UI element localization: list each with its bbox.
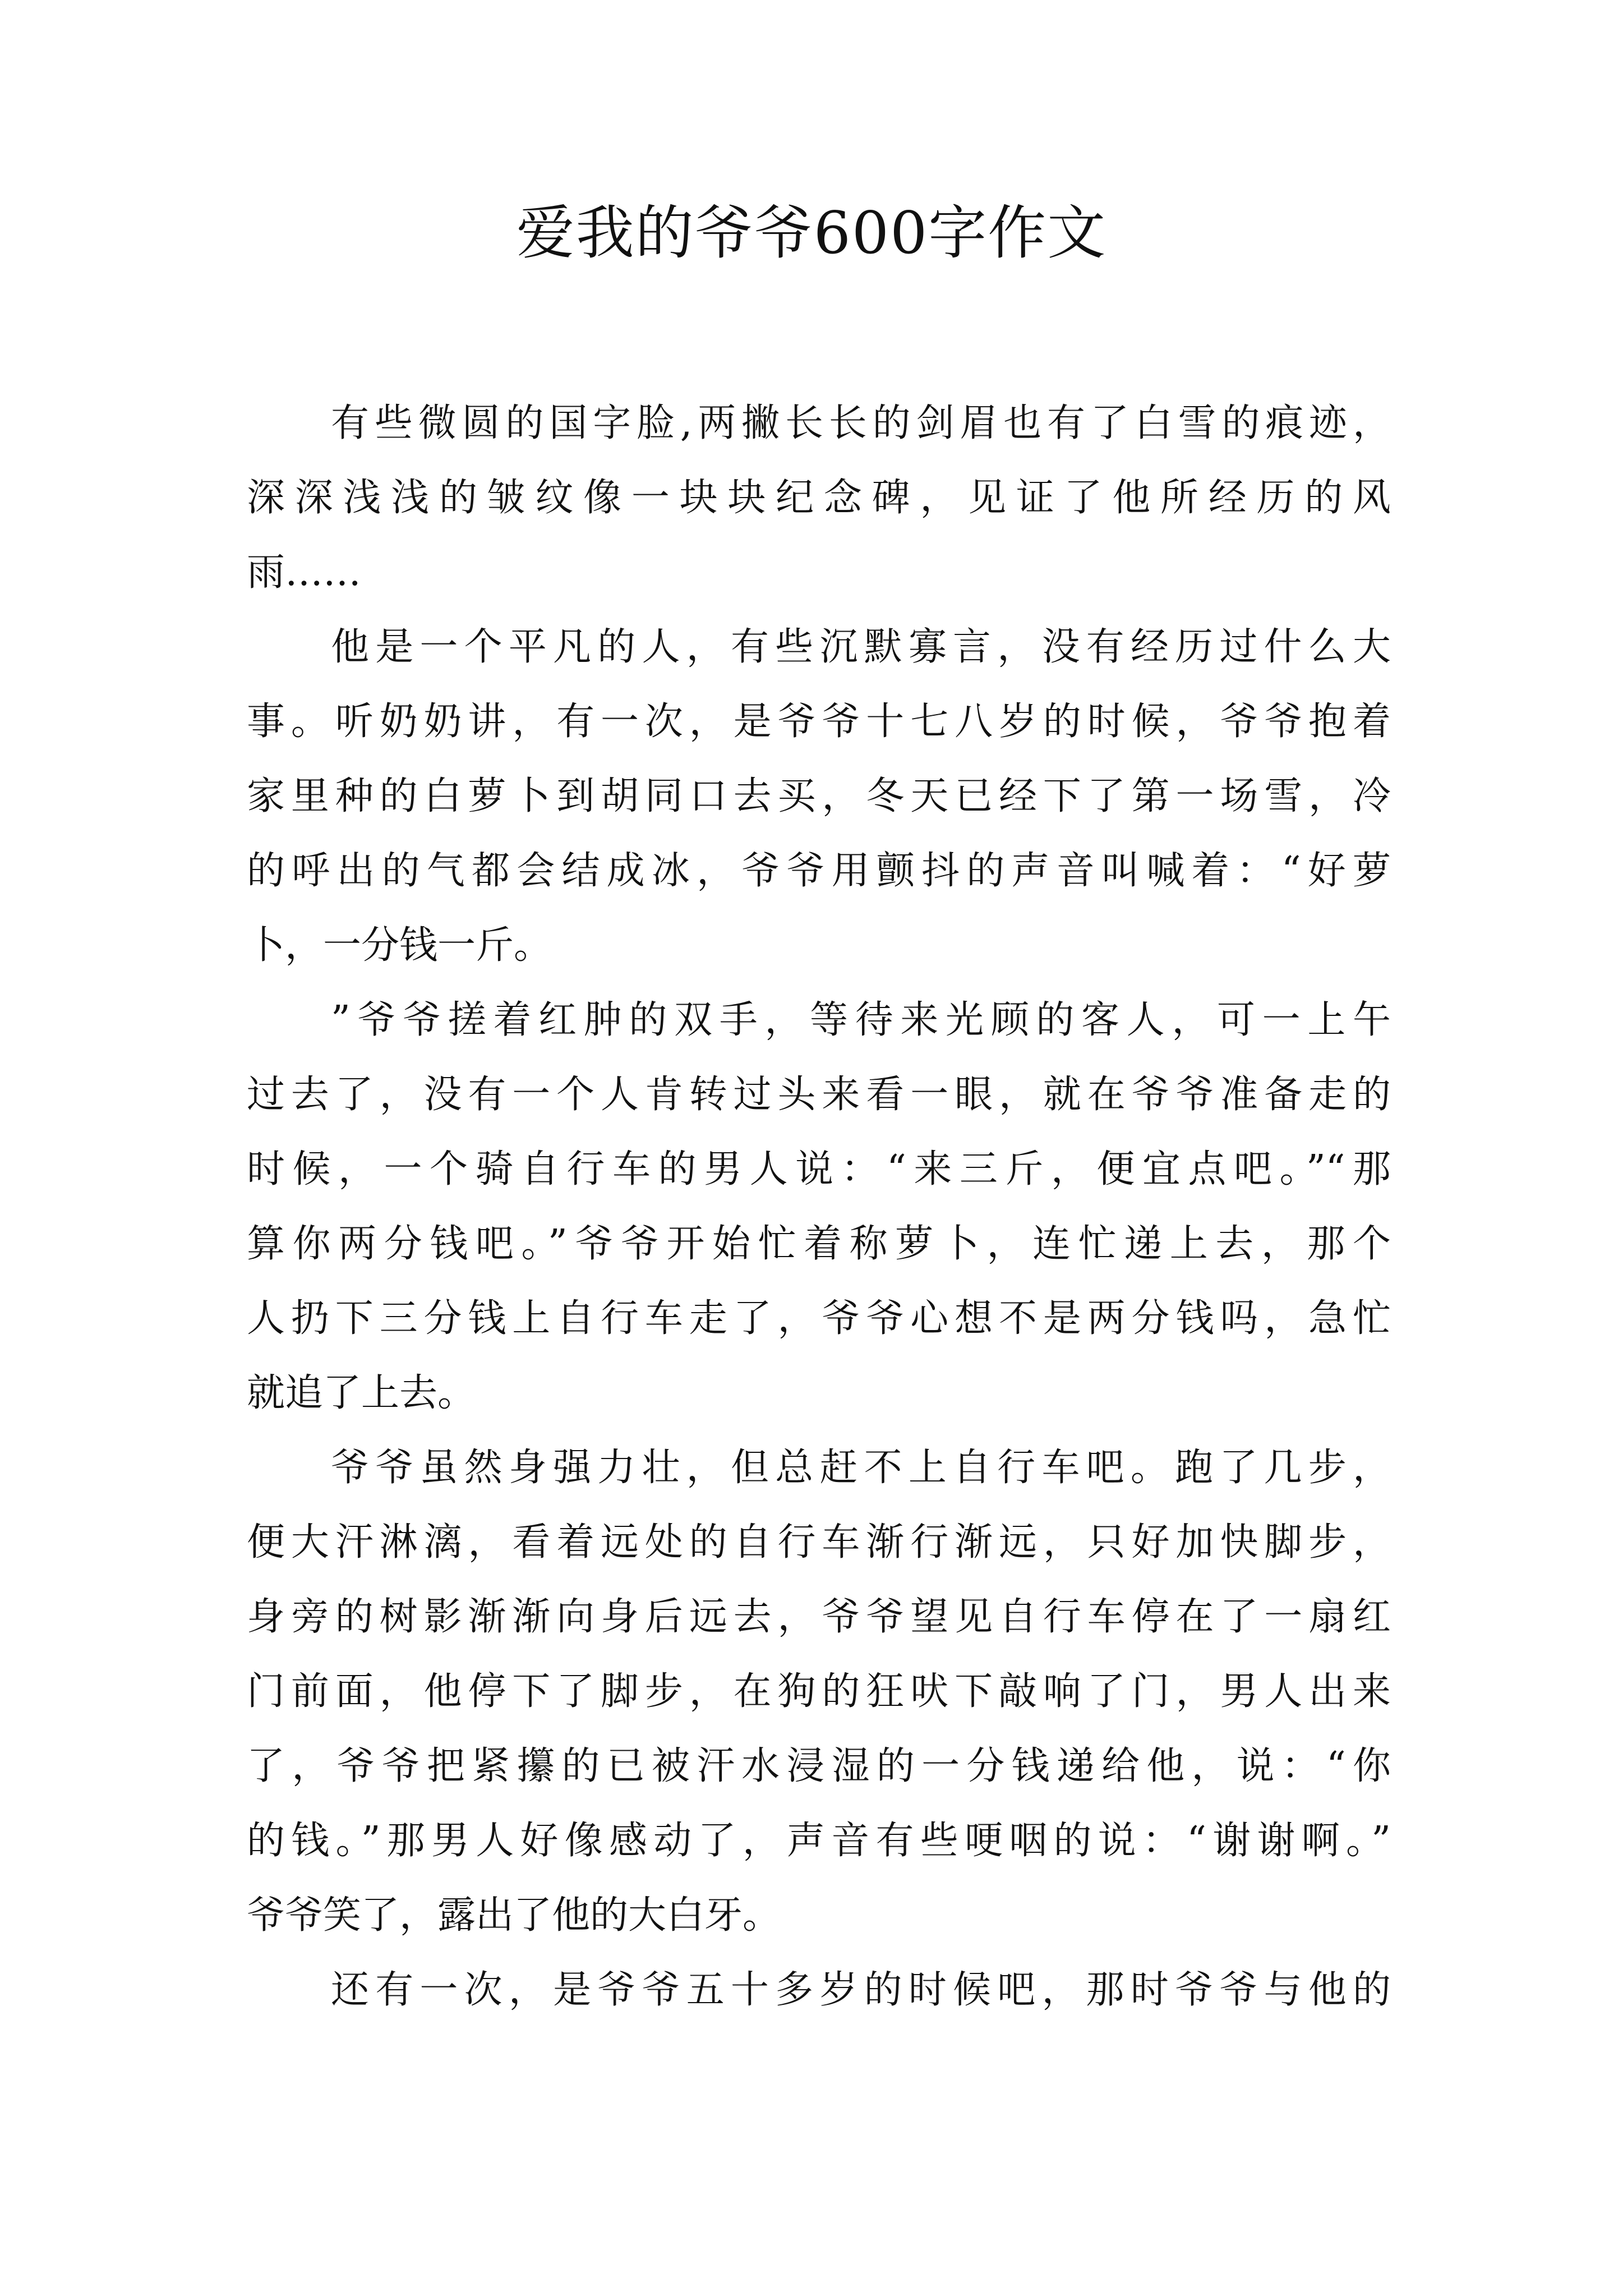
text-line: 过去了，没有一个人肯转过头来看一眼，就在爷爷准备走的 [247,1073,1391,1117]
text-line: 时候，一个骑自行车的男人说：“来三斤，便宜点吧。”“那 [247,1147,1391,1191]
paragraph-1 [247,386,1391,610]
text-line: 的钱。”那男人好像感动了，声音有些哽咽的说：“谢谢啊。” [247,1819,1391,1863]
document-body [247,386,1391,2027]
text-line: 爷爷虽然身强力壮，但总赶不上自行车吧。跑了几步， [331,1446,1391,1490]
text-line: 就追了上去。 [247,1371,476,1415]
text-line: 雨…… [247,550,362,595]
paragraph-4 [247,1430,1391,1953]
paragraph-5 [247,1953,1391,2027]
text-line: 便大汗淋漓，看着远处的自行车渐行渐远，只好加快脚步， [247,1520,1391,1565]
text-line: 家里种的白萝卜到胡同口去买，冬天已经下了第一场雪，冷 [247,774,1391,818]
text-line: ”爷爷搓着红肿的双手，等待来光顾的客人，可一上午 [331,998,1391,1042]
text-line: 门前面，他停下了脚步，在狗的狂吠下敲响了门，男人出来 [247,1669,1391,1714]
text-line: 还有一次，是爷爷五十多岁的时候吧，那时爷爷与他的 [331,1968,1391,2012]
paragraph-3 [247,983,1391,1430]
text-line: 身旁的树影渐渐向身后远去，爷爷望见自行车停在了一扇红 [247,1595,1391,1639]
text-line: 深深浅浅的皱纹像一块块纪念碑，见证了他所经历的风 [247,476,1391,520]
text-line: 了，爷爷把紧攥的已被汗水浸湿的一分钱递给他，说：“你 [247,1744,1391,1788]
text-line: 人扔下三分钱上自行车走了，爷爷心想不是两分钱吗，急忙 [247,1296,1391,1341]
text-line: 事。听奶奶讲，有一次，是爷爷十七八岁的时候，爷爷抱着 [247,700,1391,744]
text-line: 的呼出的气都会结成冰，爷爷用颤抖的声音叫喊着：“好萝 [247,849,1391,893]
paragraph-2 [247,610,1391,983]
text-line: 卜，一分钱一斤。 [247,923,552,968]
document-title: 爱我的爷爷600字作文 [516,199,1107,267]
text-line: 他是一个平凡的人，有些沉默寡言，没有经历过什么大 [331,625,1391,669]
text-line: 爷爷笑了，露出了他的大白牙。 [247,1893,781,1938]
text-line: 算你两分钱吧。”爷爷开始忙着称萝卜，连忙递上去，那个 [247,1222,1391,1266]
text-line: 有些微圆的国字脸,两撇长长的剑眉也有了白雪的痕迹， [331,401,1391,445]
